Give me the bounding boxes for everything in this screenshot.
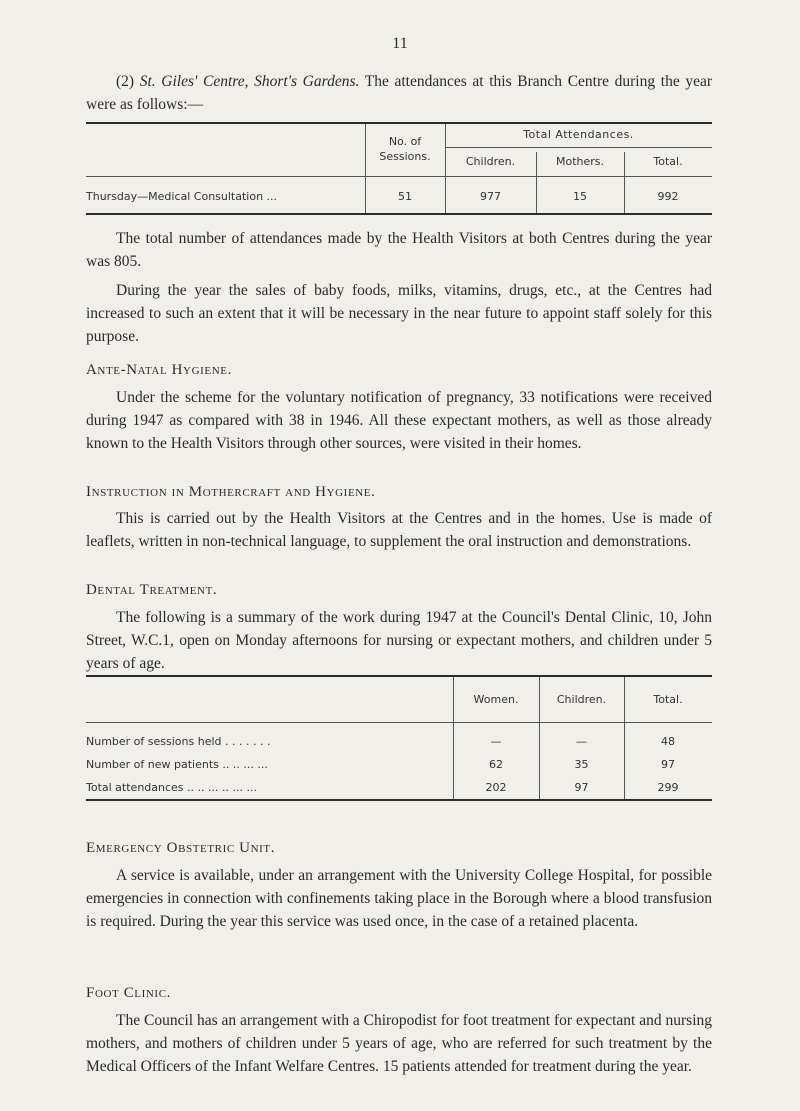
para-emergency: A service is available, under an arrangement with the University College Hospital, for possible emergencies in connection with confinements taking place in the Borough where a blood transfusion is required. During the year this service was used once, in the case of a retained placenta. (86, 867, 712, 930)
heading-emergency: Emergency Obstetric Unit. (86, 840, 276, 856)
attendance-table: No. of Sessions. Total Attendances. Children. Mothers. Total. Thursday—Medical Consultation ... 51 977 15 992 (86, 122, 712, 216)
para-dental: The following is a summary of the work during 1947 at the Council's Dental Clinic, 10, John Street, W.C.1, open on Monday afternoons for nursing or expectant mothers, and children under 5 years of age. (86, 609, 712, 672)
heading-dental: Dental Treatment. (86, 582, 218, 598)
heading-foot-clinic: Foot Clinic. (86, 985, 171, 1001)
page-number: 11 (392, 35, 408, 52)
para-sales: During the year the sales of baby foods, milks, vitamins, drugs, etc., at the Centres had increased to such an extent that it will be necessary in the near future to appoint staff solely for this purpose. (86, 282, 712, 345)
col-mothers-header: Mothers. (555, 155, 605, 168)
heading-instruction: Instruction in Mothercraft and Hygiene. (86, 484, 376, 500)
branch-intro (86, 70, 712, 116)
para-instruction: This is carried out by the Health Visitors at the Centres and in the homes. Use is made of leaflets, written in non-technical language, to supplement the oral instruction and demonstrations. (86, 510, 712, 550)
col-women-header: Women. (473, 693, 519, 706)
col-children-header: Children. (556, 693, 607, 706)
branch-centre-name: St. Giles' Centre, Short's Gardens. (139, 73, 360, 90)
branch-intro-text: The attendances at this Branch Centre during the year were as follows:— (86, 73, 713, 113)
para-total-attendances: The total number of attendances made by the Health Visitors at both Centres during the year was 805. (86, 230, 712, 270)
table-rule (86, 122, 712, 124)
col-children-header: Children. (465, 155, 516, 168)
col-total-header: Total. (653, 155, 683, 168)
heading-antenatal: Ante-Natal Hygiene. (86, 362, 232, 378)
para-foot-clinic: The Council has an arrangement with a Chiropodist for foot treatment for expectant and nursing mothers, and mothers of children under 5 years of age, who are referred for such treatment by the Medical Officers of the Infant Welfare Centres. 15 patients attended for treatment during the year. (86, 1012, 712, 1075)
para-antenatal: Under the scheme for the voluntary notification of pregnancy, 33 notifications were received during 1947 as compared with 38 in 1946. All these expectant mothers, as well as those already known to the Health Visitors through other sources, were visited in their homes. (86, 389, 712, 452)
dental-table: Women. Children. Total. Number of sessions held . . . . . . . — — 48 Number of new patients .. .. ... ... 62 35 97 Total attendances .. .. ... .. ... ... 202 97 299 (86, 675, 712, 801)
branch-label: (2) (116, 73, 135, 90)
total-attendances-header: Total Attendances. (523, 128, 634, 141)
col-sessions-header: No. of Sessions. (379, 135, 431, 163)
col-total-header: Total. (653, 693, 683, 706)
